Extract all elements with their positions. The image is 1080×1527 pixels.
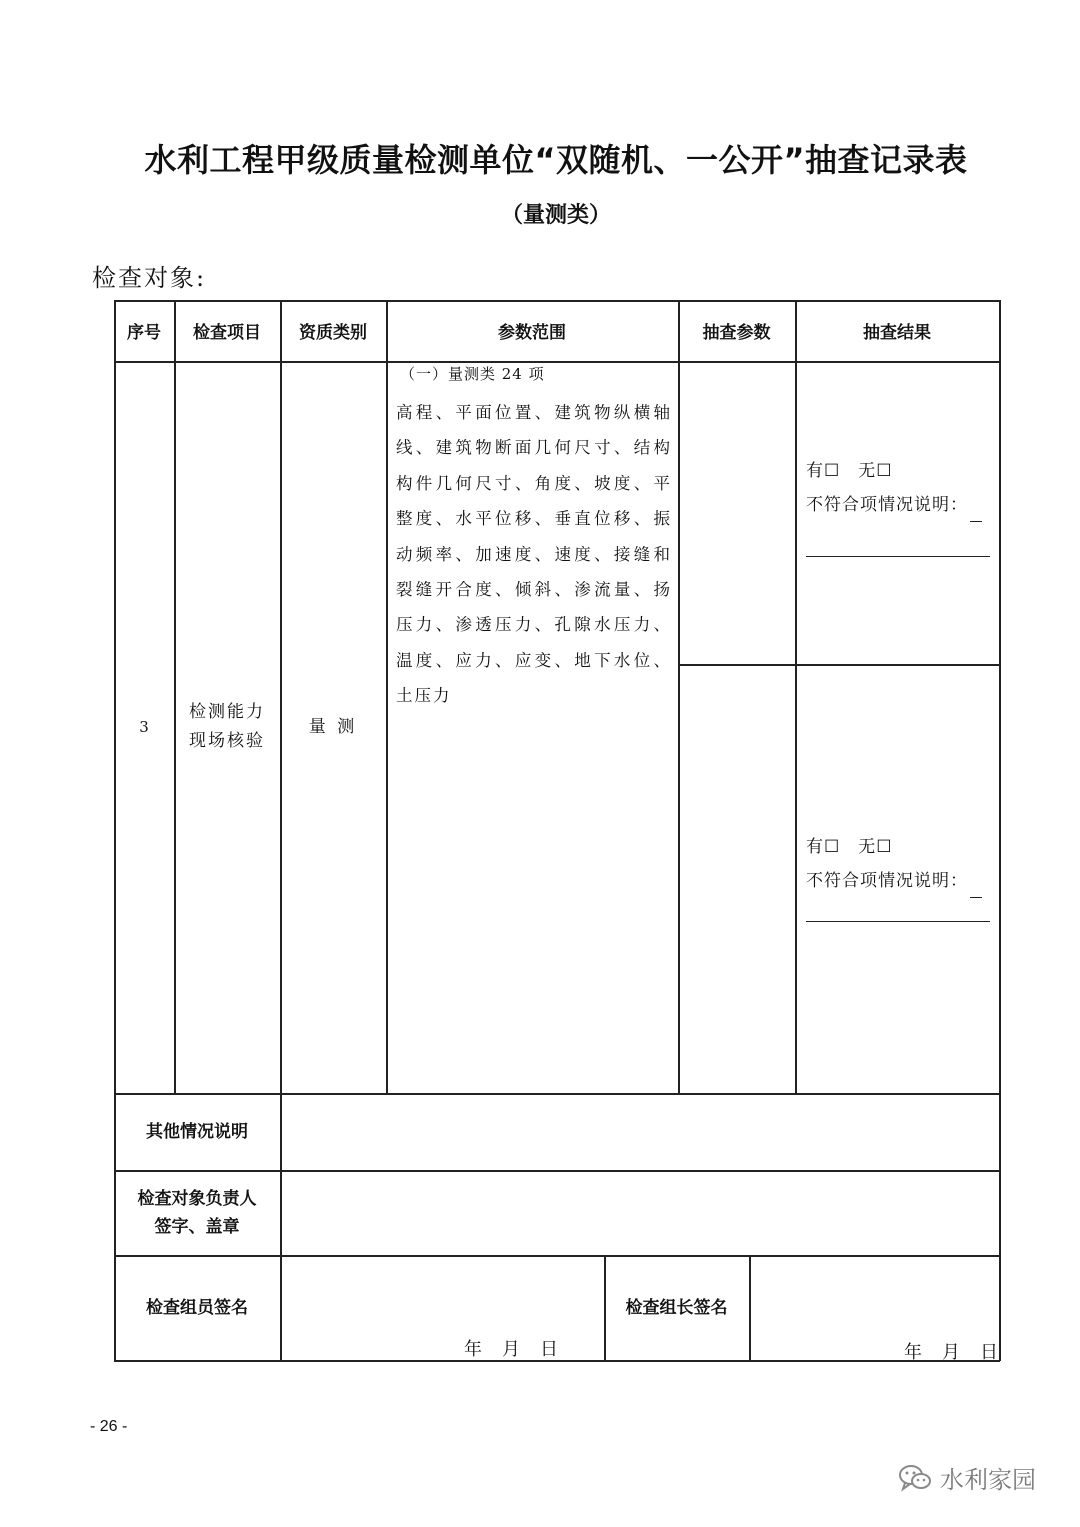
header-sampled-params: 抽查参数 (702, 323, 771, 343)
document-subtitle: （量测类） (500, 203, 611, 228)
result-note-2 (806, 864, 982, 898)
member-sign-date: 年 月 日 (464, 1339, 559, 1360)
member-signature-label: 检查组员签名 (146, 1297, 248, 1318)
leader-signature-label: 检查组长签名 (625, 1297, 728, 1318)
header-check-item: 检查项目 (193, 323, 261, 343)
responsible-signature-label (114, 1170, 280, 1255)
result-block-2 (806, 830, 982, 898)
check-item-line1: 检测能力 (189, 702, 265, 722)
leader-sign-date: 年 月 日 (904, 1342, 999, 1363)
header-index: 序号 (127, 323, 161, 343)
result-note-field-2[interactable] (806, 921, 990, 922)
parameter-list: 高程、平面位置、建筑物纵横轴线、建筑物断面几何尺寸、结构构件几何尺寸、角度、坡度、平整度、水平位移、垂直位移、振动频率、加速度、速度、接缝和裂缝开合度、倾斜、渗流量、扬压力、渗透压力、孔隙水压力、温度、应力、应变、地下水位、土压力 (396, 403, 672, 706)
result-note-label-1: 不符合项情况说明： (806, 495, 968, 515)
result-options-1[interactable]: 有☐ 无☐ (806, 461, 893, 481)
result-block-1 (806, 454, 982, 522)
result-note-field-1[interactable] (806, 556, 990, 557)
result-note-1 (806, 488, 982, 522)
header-check-result: 抽查结果 (863, 323, 931, 343)
page-number: - 26 - (90, 1418, 128, 1435)
header-qualification: 资质类别 (299, 323, 367, 343)
other-notes-label: 其他情况说明 (146, 1121, 248, 1142)
result-note-label-2: 不符合项情况说明： (806, 871, 968, 891)
watermark-text: 水利家园 (940, 1466, 1036, 1494)
row-qualification: 量 测 (308, 716, 358, 737)
result-options-2[interactable]: 有☐ 无☐ (806, 837, 893, 857)
responsible-line2: 签字、盖章 (154, 1216, 240, 1237)
watermark (898, 1460, 1036, 1495)
document-title: 水利工程甲级质量检测单位“双随机、一公开”抽查记录表 (144, 141, 968, 179)
inspection-target-label: 检查对象: (92, 264, 207, 292)
row-index: 3 (139, 717, 149, 736)
parameter-heading: （一）量测类 24 项 (400, 365, 545, 383)
row-check-item (174, 361, 280, 1093)
header-parameter-range: 参数范围 (498, 323, 566, 343)
check-item-line2: 现场核验 (189, 731, 265, 751)
wechat-icon (898, 1464, 932, 1492)
responsible-line1: 检查对象负责人 (137, 1188, 257, 1209)
